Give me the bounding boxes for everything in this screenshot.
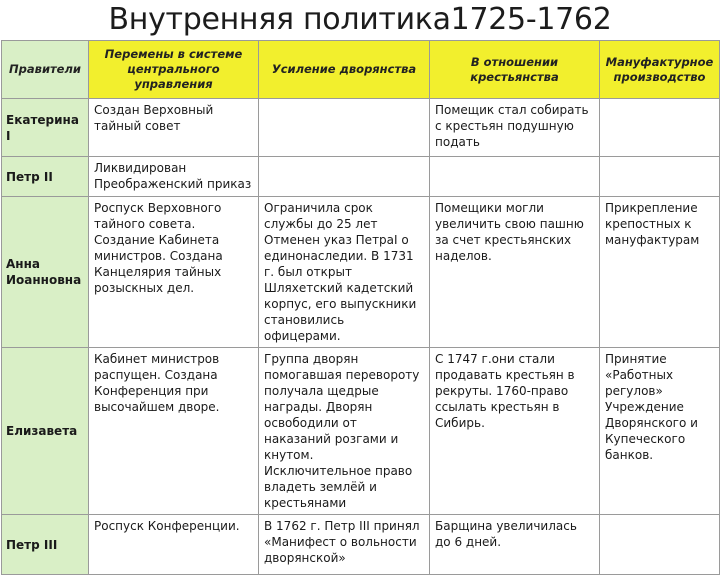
peasantry-cell: Барщина увеличилась до 6 дней. [430,515,600,575]
peasantry-cell [430,157,600,197]
central-cell: Роспуск Верховного тайного совета. Создание Кабинета министров. Создана Канцелярия тайных розыскных дел. [89,197,259,348]
nobility-cell [259,157,430,197]
central-cell: Кабинет министров распущен. Создана Конференция при высочайшем дворе. [89,348,259,515]
ruler-cell: Екатерина I [2,99,89,157]
manufacture-cell: Прикрепление крепостных к мануфактурам [600,197,720,348]
manufacture-cell [600,99,720,157]
peasantry-cell: С 1747 г.они стали продавать крестьян в рекруты. 1760-право ссылать крестьян в Сибирь. [430,348,600,515]
nobility-cell: Группа дворян помогавшая перевороту получала щедрые награды. Дворян освободили от наказаний розгами и кнутом. Исключительное право владеть землёй и крестьянами [259,348,430,515]
ruler-cell: Елизавета [2,348,89,515]
manufacture-cell: Принятие «Работных регулов» Учреждение Дворянского и Купеческого банков. [600,348,720,515]
central-cell: Роспуск Конференции. [89,515,259,575]
header-central: Перемены в системе центрального управления [89,41,259,99]
peasantry-cell: Помещики могли увеличить свою пашню за счет крестьянских наделов. [430,197,600,348]
header-ruler: Правители [2,41,89,99]
manufacture-cell [600,515,720,575]
ruler-cell: Анна Иоанновна [2,197,89,348]
table-row [2,348,720,515]
nobility-cell: В 1762 г. Петр III принял «Манифест о вольности дворянской» [259,515,430,575]
nobility-cell: Ограничила срок службы до 25 лет Отменен указ ПетраI о единонаследии. В 1731 г. был открыт Шляхетский кадетский корпус, его выпускники становились офицерами. [259,197,430,348]
nobility-cell [259,99,430,157]
central-cell: Ликвидирован Преображенский приказ [89,157,259,197]
header-row [2,41,720,99]
table-row [2,197,720,348]
central-cell: Создан Верховный тайный совет [89,99,259,157]
header-manufacture: Мануфактурное производство [600,41,720,99]
table-row [2,515,720,575]
manufacture-cell [600,157,720,197]
ruler-cell: Петр III [2,515,89,575]
table-row [2,157,720,197]
page-title: Внутренняя политика1725-1762 [108,2,612,37]
header-peasantry: В отношении крестьянства [430,41,600,99]
table-row [2,99,720,157]
ruler-cell: Петр II [2,157,89,197]
peasantry-cell: Помещик стал собирать с крестьян подушную подать [430,99,600,157]
policy-table [1,40,720,575]
header-nobility: Усиление дворянства [259,41,430,99]
